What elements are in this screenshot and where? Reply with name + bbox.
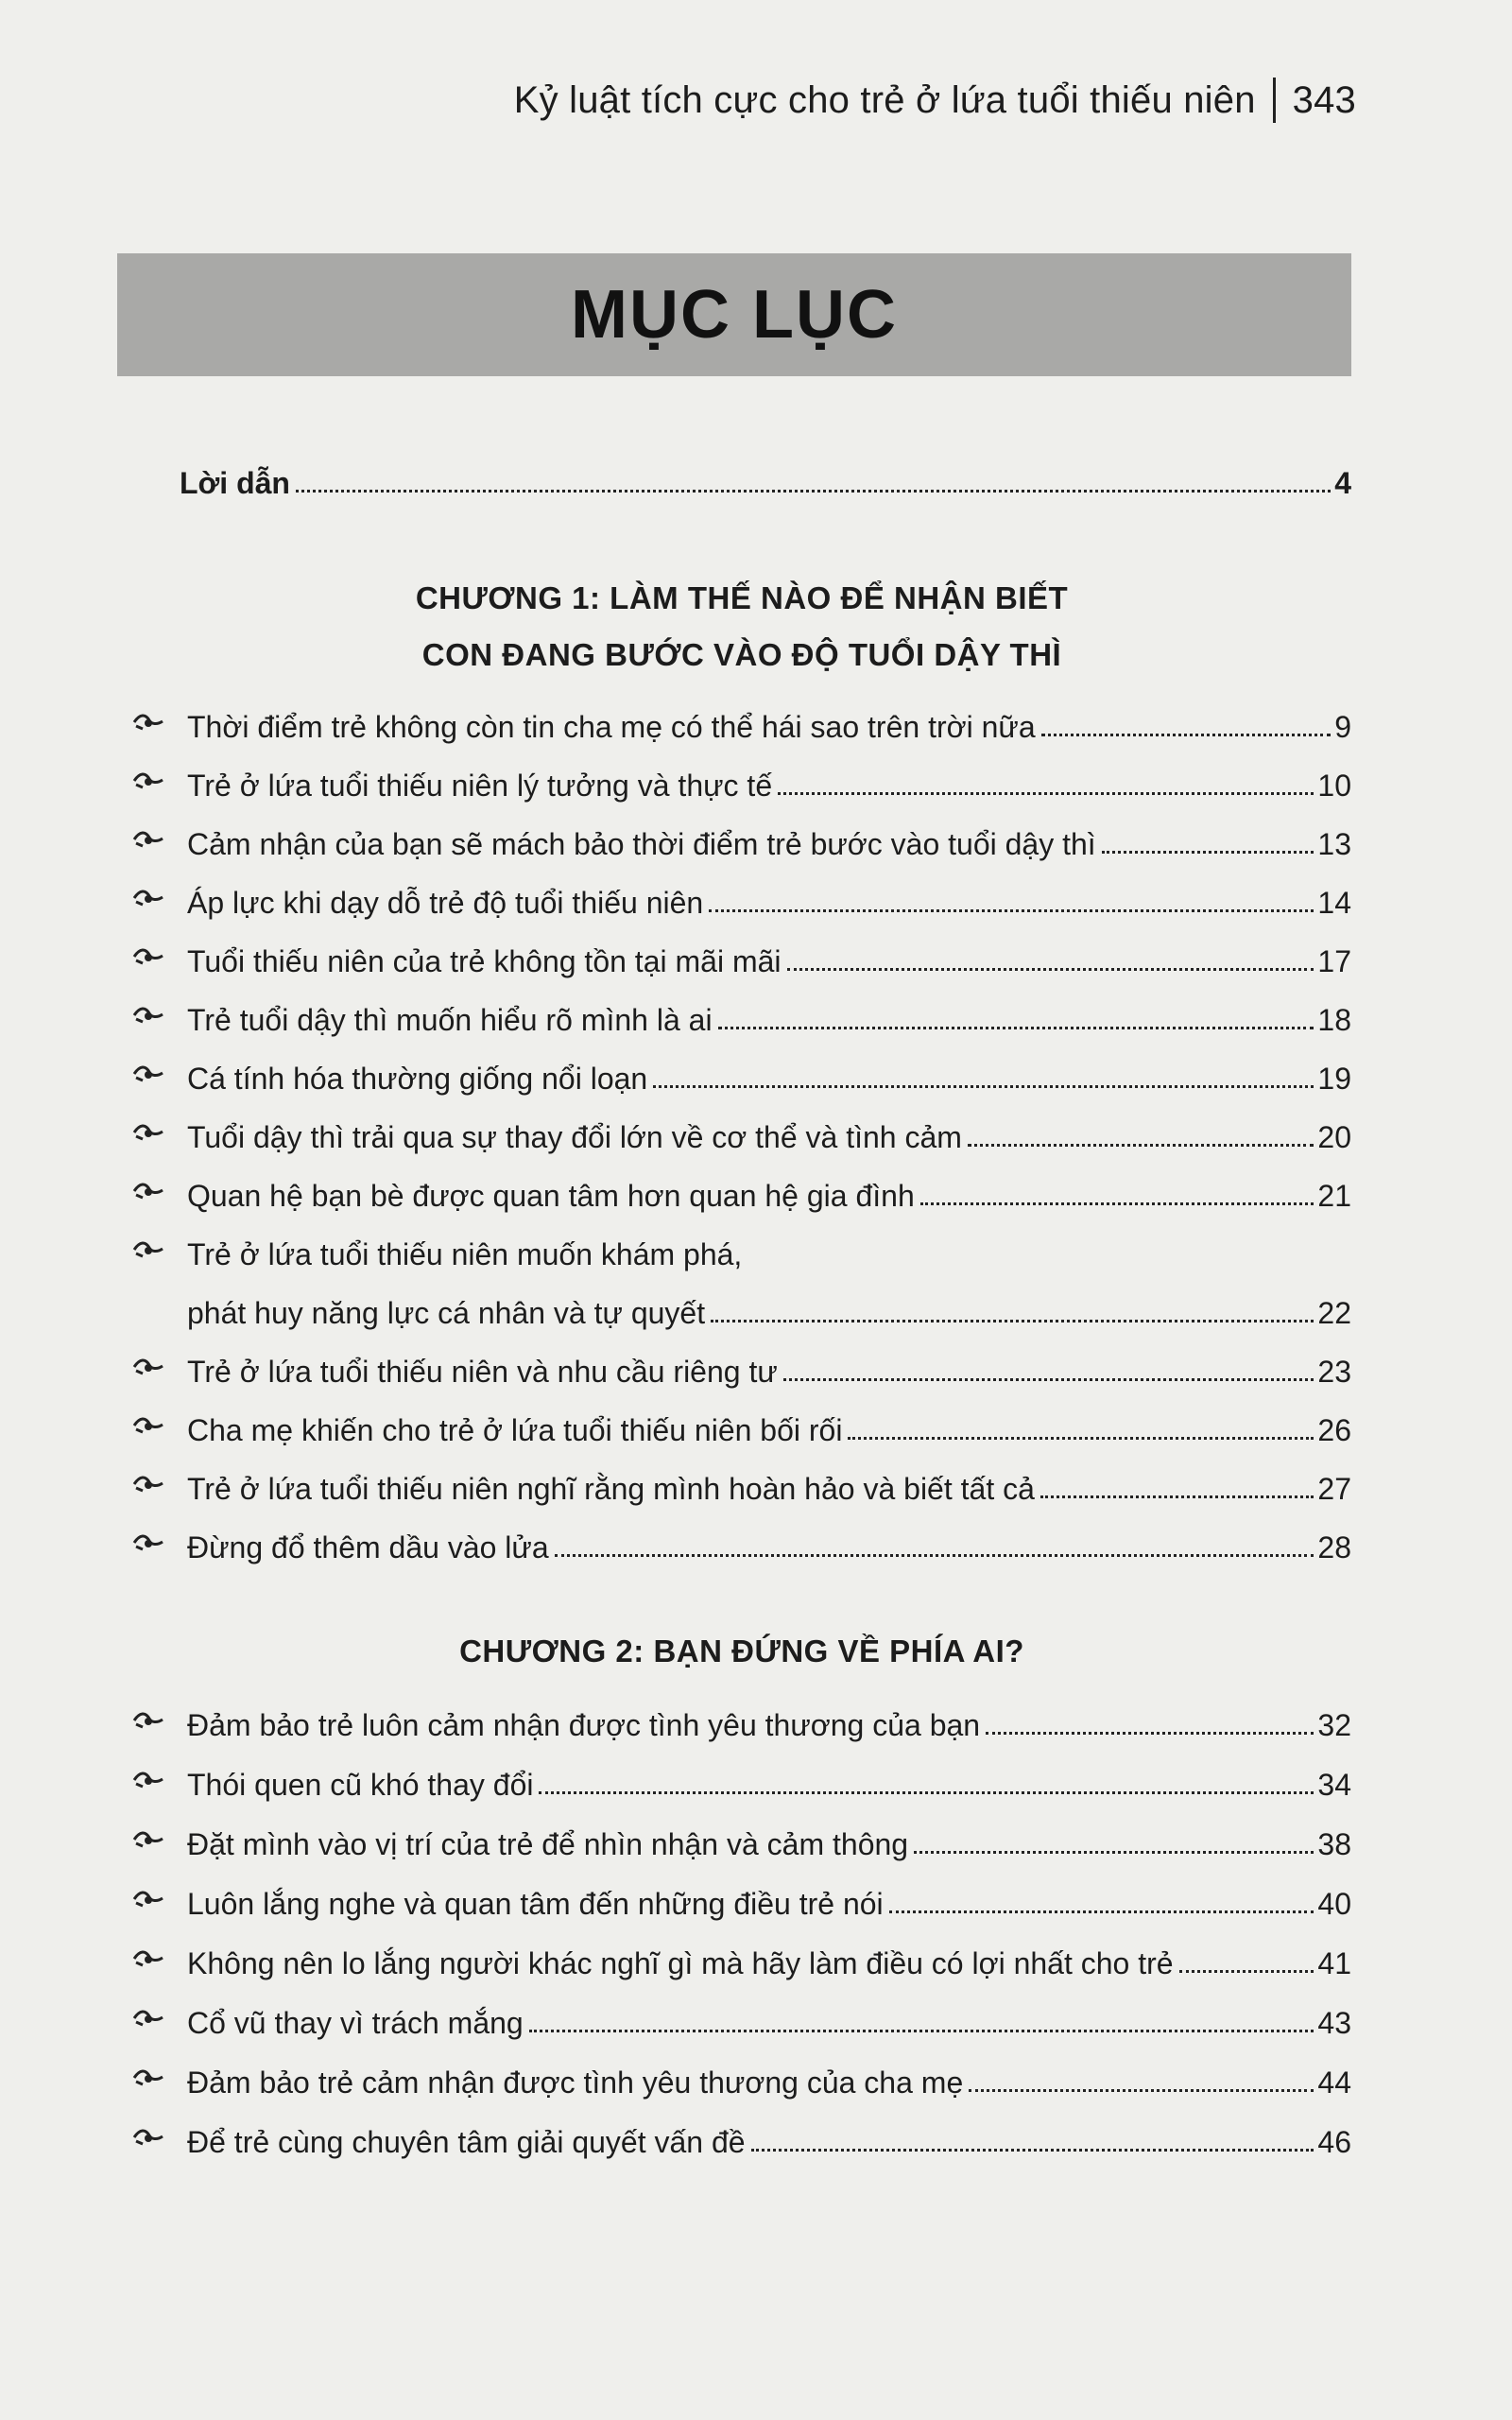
dot-leader — [778, 791, 1314, 795]
ornament-bullet-icon — [132, 1817, 187, 1862]
dot-leader — [920, 1201, 1314, 1205]
toc-entry[interactable] — [132, 2115, 1351, 2160]
dot-leader — [783, 1377, 1314, 1381]
dot-leader — [1041, 733, 1332, 736]
toc-entry-page: 22 — [1317, 1296, 1351, 1330]
toc-entry-page: 19 — [1317, 1062, 1351, 1096]
toc-entry-page: 20 — [1317, 1120, 1351, 1154]
toc-entry[interactable] — [132, 1344, 1351, 1390]
toc-entry[interactable] — [132, 1461, 1351, 1507]
toc-entry[interactable] — [132, 1757, 1351, 1803]
toc-entry-title: Cha mẹ khiến cho trẻ ở lứa tuổi thiếu niên bối rối — [187, 1413, 843, 1447]
ornament-bullet-icon — [132, 700, 187, 745]
toc-entry-page: 21 — [1317, 1179, 1351, 1213]
toc-entry-page: 10 — [1317, 769, 1351, 803]
toc-entry-title: Cổ vũ thay vì trách mắng — [187, 2006, 524, 2040]
dot-leader — [529, 2029, 1314, 2032]
ornament-bullet-icon — [132, 1403, 187, 1448]
toc-entry[interactable] — [132, 758, 1351, 804]
ornament-bullet-icon — [132, 2115, 187, 2160]
toc-entry[interactable] — [132, 934, 1351, 979]
toc-entry[interactable] — [132, 1051, 1351, 1097]
toc-entry-title: Đừng đổ thêm dầu vào lửa — [187, 1530, 549, 1564]
toc-entry-title: Cá tính hóa thường giống nổi loạn — [187, 1062, 648, 1096]
toc-entry-page: 9 — [1334, 710, 1351, 744]
toc-entry[interactable] — [132, 817, 1351, 862]
toc-entry-title: Tuổi dậy thì trải qua sự thay đổi lớn về cơ thể và tình cảm — [187, 1120, 962, 1154]
toc-entry[interactable] — [132, 1936, 1351, 1981]
toc-entry-page: 41 — [1317, 1946, 1351, 1980]
ornament-bullet-icon — [132, 1876, 187, 1922]
ornament-bullet-icon — [132, 934, 187, 979]
ornament-bullet-icon — [132, 1757, 187, 1803]
toc-entry-page: 17 — [1317, 944, 1351, 978]
ornament-bullet-icon — [132, 1168, 187, 1214]
toc-entry-title: Trẻ ở lứa tuổi thiếu niên nghĩ rằng mình hoàn hảo và biết tất cả — [187, 1472, 1035, 1506]
toc-entry-title: Đảm bảo trẻ cảm nhận được tình yêu thương của cha mẹ — [187, 2066, 964, 2100]
toc-entry-continuation[interactable] — [187, 1286, 1351, 1331]
toc-entry-title: Tuổi thiếu niên của trẻ không tồn tại mãi mãi — [187, 944, 782, 978]
ornament-bullet-icon — [132, 817, 187, 862]
dot-leader — [968, 1143, 1314, 1147]
toc-entry-title: Quan hệ bạn bè được quan tâm hơn quan hệ gia đình — [187, 1179, 915, 1213]
ornament-bullet-icon — [132, 1461, 187, 1507]
chapter-1-heading-line-2: CON ĐANG BƯỚC VÀO ĐỘ TUỔI DẬY THÌ — [421, 637, 1062, 672]
toc-entry-page: 27 — [1317, 1472, 1351, 1506]
running-header — [514, 78, 1356, 123]
ornament-bullet-icon — [132, 1344, 187, 1390]
toc-entry[interactable] — [132, 2055, 1351, 2100]
toc-entry-page: 44 — [1317, 2066, 1351, 2100]
toc-entry[interactable] — [132, 1698, 1351, 1743]
dot-leader — [986, 1731, 1314, 1735]
chapter-1-heading-line-1: CHƯƠNG 1: LÀM THẾ NÀO ĐỂ NHẬN BIẾT — [415, 580, 1069, 615]
toc-entry-title: Thời điểm trẻ không còn tin cha mẹ có thể hái sao trên trời nữa — [187, 710, 1036, 744]
toc-entry-title: Thói quen cũ khó thay đổi — [187, 1768, 534, 1802]
toc-entry[interactable] — [132, 1996, 1351, 2041]
ornament-bullet-icon — [132, 1698, 187, 1743]
dot-leader — [889, 1910, 1314, 1913]
toc-title: MỤC LỤC — [571, 277, 898, 353]
ornament-bullet-icon — [132, 1227, 187, 1272]
dot-leader — [848, 1436, 1314, 1440]
dot-leader — [296, 489, 1331, 493]
toc-entry-title: Trẻ ở lứa tuổi thiếu niên muốn khám phá, — [187, 1237, 743, 1271]
toc-entry-page: 28 — [1317, 1530, 1351, 1564]
toc-entry-page: 23 — [1317, 1355, 1351, 1389]
running-title: Kỷ luật tích cực cho trẻ ở lứa tuổi thiếu niên — [513, 78, 1256, 121]
dot-leader — [914, 1850, 1314, 1854]
toc-entry-page: 46 — [1317, 2125, 1351, 2159]
toc-entry[interactable] — [132, 993, 1351, 1038]
toc-entry-title: Không nên lo lắng người khác nghĩ gì mà hãy làm điều có lợi nhất cho trẻ — [187, 1946, 1174, 1980]
dot-leader — [555, 1553, 1314, 1557]
ornament-bullet-icon — [132, 1051, 187, 1097]
toc-entry-title: Trẻ ở lứa tuổi thiếu niên và nhu cầu riêng tư — [187, 1355, 778, 1389]
dot-leader — [718, 1026, 1314, 1029]
toc-entry-title: Cảm nhận của bạn sẽ mách bảo thời điểm trẻ bước vào tuổi dậy thì — [187, 827, 1096, 861]
toc-entry-page: 38 — [1317, 1827, 1351, 1861]
toc-entry-title: Áp lực khi dạy dỗ trẻ độ tuổi thiếu niên — [187, 886, 704, 920]
dot-leader — [653, 1084, 1314, 1088]
toc-entry-title: Luôn lắng nghe và quan tâm đến những điều trẻ nói — [187, 1887, 884, 1921]
toc-entry-page: 32 — [1317, 1708, 1351, 1742]
toc-entry-page: 43 — [1317, 2006, 1351, 2040]
dot-leader — [1179, 1969, 1314, 1973]
ornament-bullet-icon — [132, 2055, 187, 2100]
toc-entry[interactable] — [132, 1817, 1351, 1862]
toc-entry[interactable] — [132, 700, 1351, 745]
toc-entry-page: 34 — [1317, 1768, 1351, 1802]
toc-entry-page: 4 — [1334, 466, 1351, 500]
dot-leader — [1040, 1495, 1314, 1498]
ornament-bullet-icon — [132, 1520, 187, 1565]
toc-entry-page: 14 — [1317, 886, 1351, 920]
toc-entry[interactable] — [132, 875, 1351, 921]
header-divider — [1273, 78, 1276, 123]
dot-leader — [1102, 850, 1314, 854]
toc-entry-page: 40 — [1317, 1887, 1351, 1921]
toc-entry[interactable] — [132, 1110, 1351, 1155]
dot-leader — [539, 1790, 1314, 1794]
ornament-bullet-icon — [132, 758, 187, 804]
toc-entry[interactable] — [132, 1520, 1351, 1565]
toc-entry-title: Trẻ ở lứa tuổi thiếu niên lý tưởng và thực tế — [187, 769, 773, 803]
toc-entry-intro[interactable] — [180, 456, 1351, 501]
toc-entry-title: Lời dẫn — [180, 466, 290, 500]
toc-entry-title: Để trẻ cùng chuyên tâm giải quyết vấn đề — [187, 2125, 746, 2159]
ornament-bullet-icon — [132, 993, 187, 1038]
ornament-bullet-icon — [132, 1110, 187, 1155]
ornament-bullet-icon — [132, 875, 187, 921]
toc-entry-title: Trẻ tuổi dậy thì muốn hiểu rõ mình là ai — [187, 1003, 713, 1037]
toc-entry-title: Đảm bảo trẻ luôn cảm nhận được tình yêu thương của bạn — [187, 1708, 981, 1742]
toc-entry[interactable] — [132, 1227, 1351, 1272]
dot-leader — [709, 908, 1314, 912]
toc-entry[interactable] — [132, 1876, 1351, 1922]
toc-entry-page: 18 — [1317, 1003, 1351, 1037]
chapter-2-heading: CHƯƠNG 2: BẠN ĐỨNG VỀ PHÍA AI? — [459, 1634, 1024, 1668]
toc-entry[interactable] — [132, 1403, 1351, 1448]
ornament-bullet-icon — [132, 1936, 187, 1981]
toc-title-bar — [117, 253, 1351, 376]
page-number: 343 — [1292, 78, 1356, 121]
dot-leader — [787, 967, 1314, 971]
dot-leader — [969, 2088, 1314, 2092]
dot-leader — [751, 2148, 1314, 2152]
toc-entry-title: Đặt mình vào vị trí của trẻ để nhìn nhận và cảm thông — [187, 1827, 909, 1861]
toc-entry[interactable] — [132, 1168, 1351, 1214]
toc-entry-page: 26 — [1317, 1413, 1351, 1447]
ornament-bullet-icon — [132, 1996, 187, 2041]
dot-leader — [711, 1319, 1314, 1322]
toc-entry-page: 13 — [1317, 827, 1351, 861]
toc-entry-title-continuation: phát huy năng lực cá nhân và tự quyết — [187, 1296, 706, 1330]
